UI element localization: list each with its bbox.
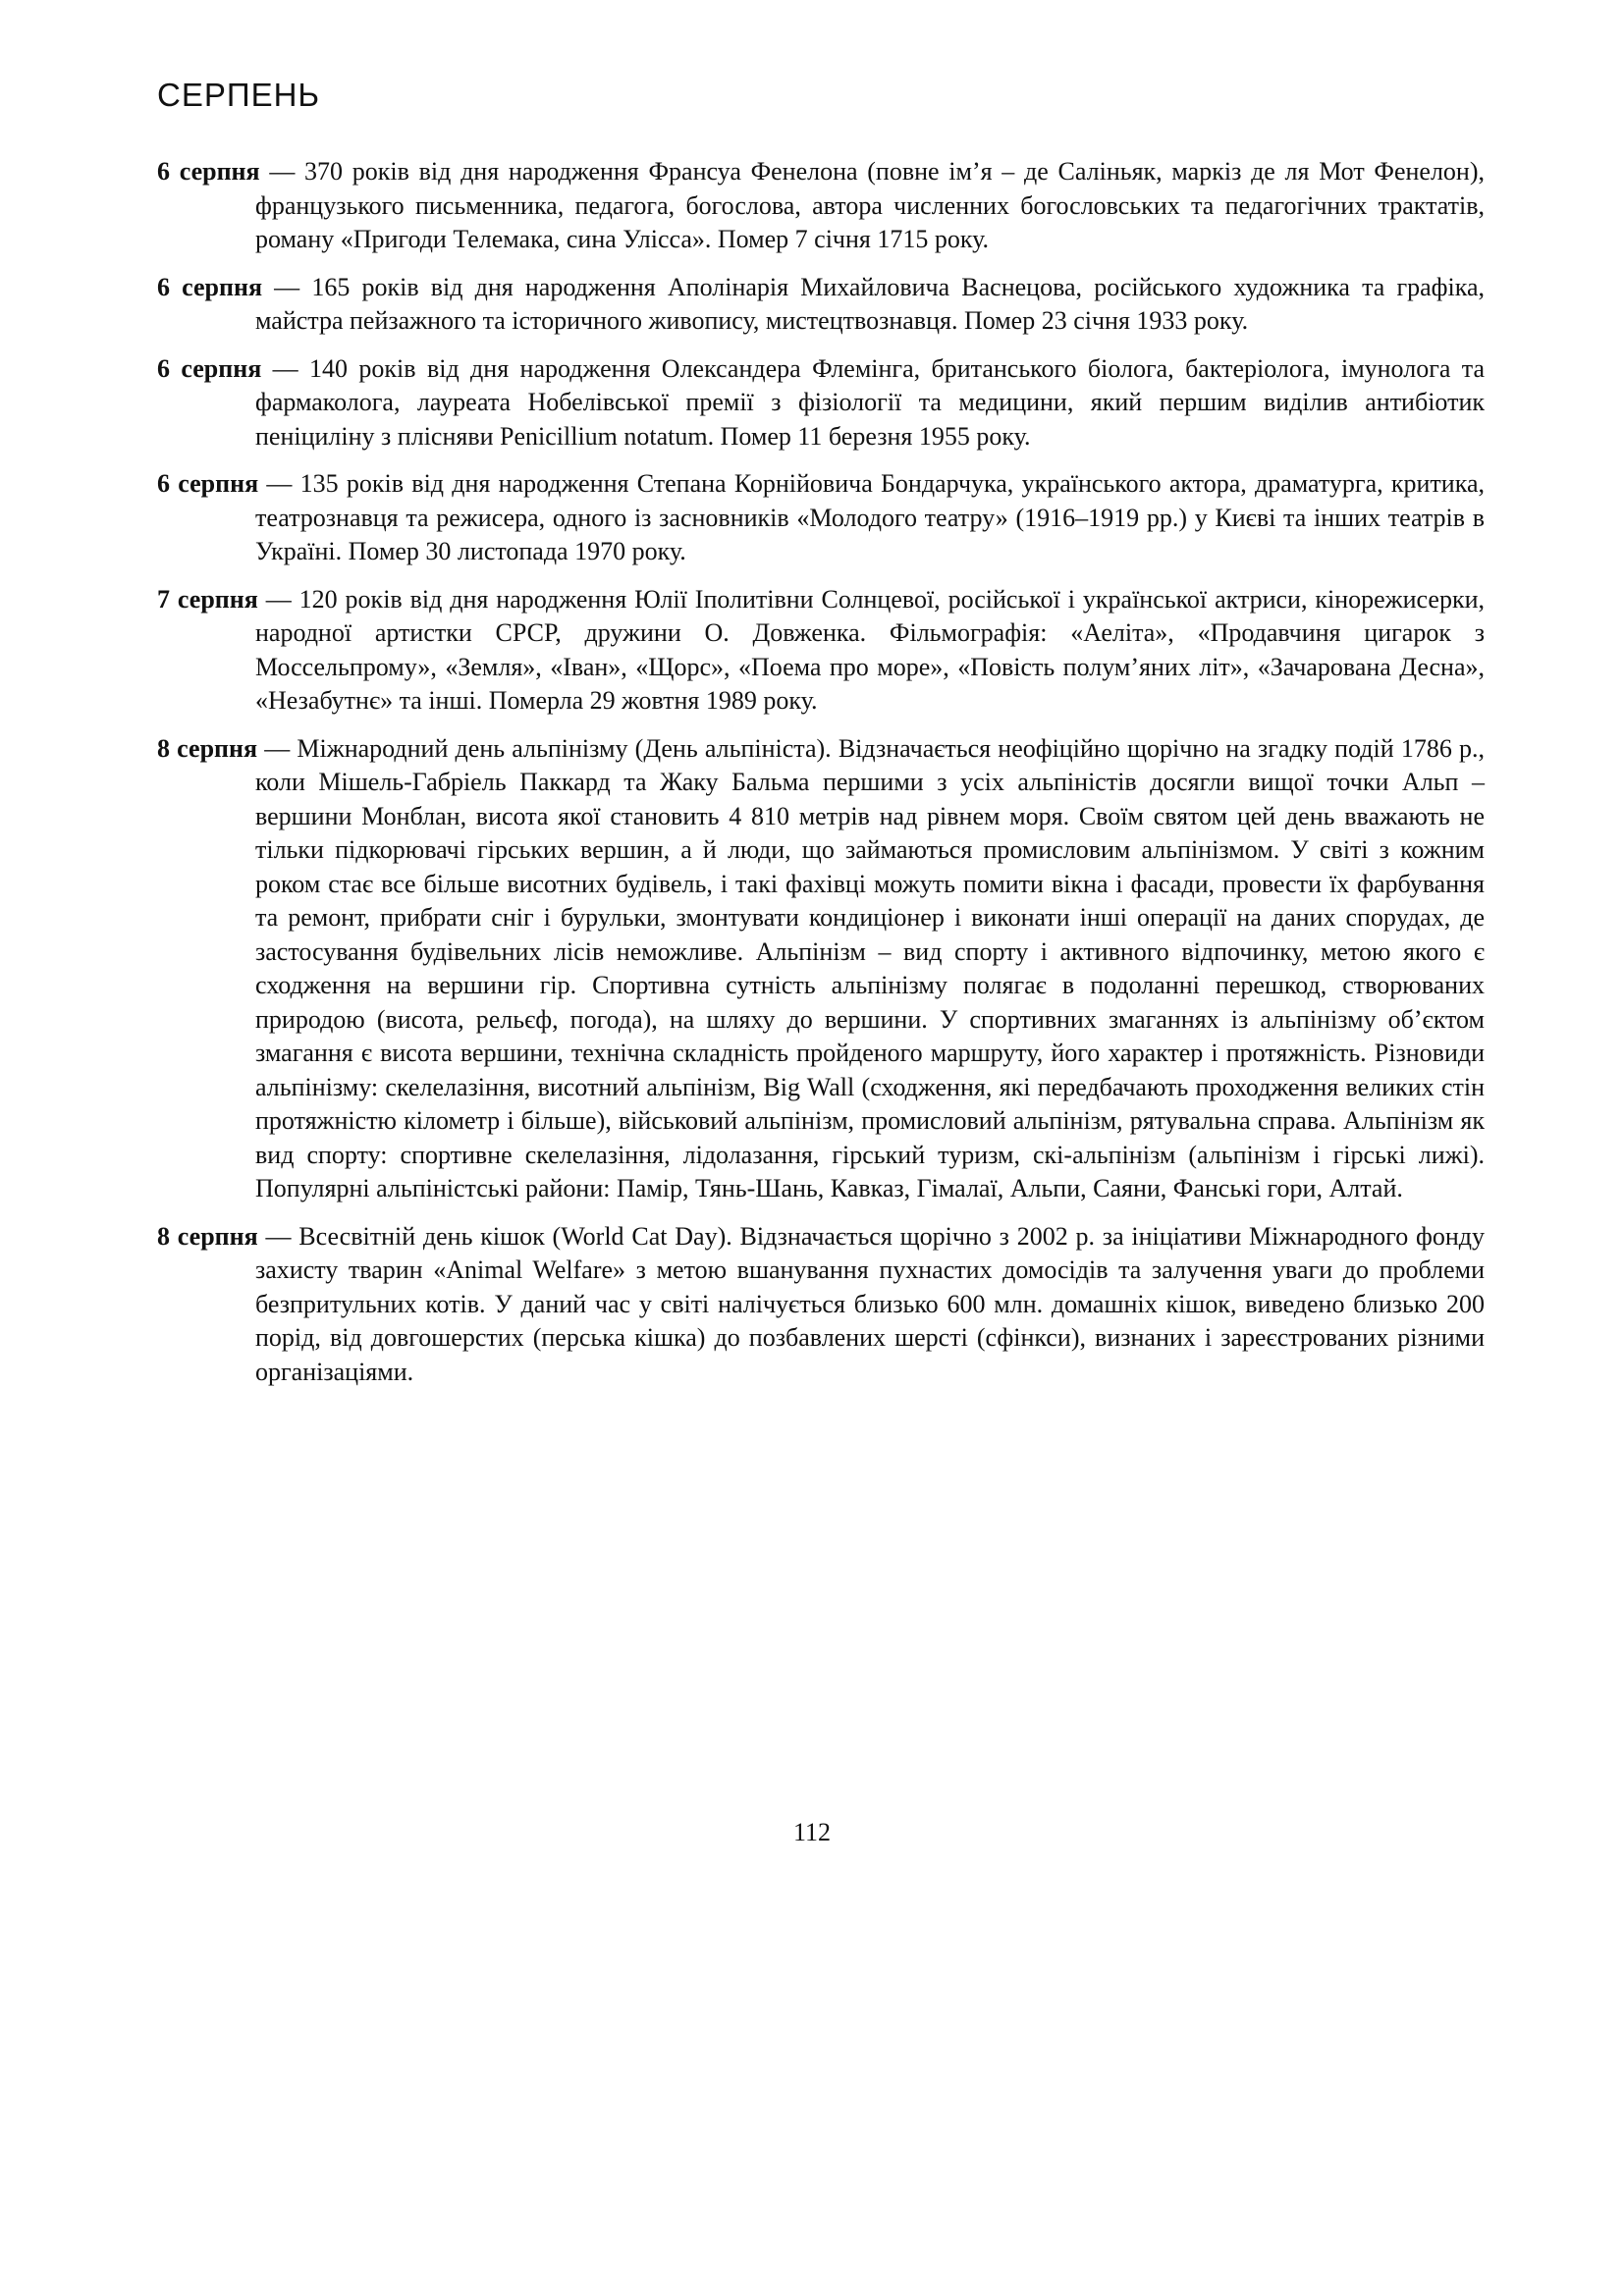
entry-date: 6 серпня [157, 272, 263, 301]
entry-text: — Міжнародний день альпінізму (День альпініста). Відзначається неофіційно щорічно на згадку подій 1786 р., коли Мішель-Габріель Паккард та Жаку Бальма першими з усіх альпіністів досягли вищої точки Альп – вершини Монблан, висота якої становить 4 810 метрів над рівнем моря. Своїм святом цей день вважають не тільки підкорювачі гірських вершин, а й люди, що займаються промисловим альпінізмом. У світі з кожним роком стає все більше висотних будівель, і такі фахівці можуть помити вікна і фасади, провести їх фарбування та ремонт, прибрати сніг і бурульки, змонтувати кондиціонер і виконати інші операції на даних спорудах, де застосування будівельних лісів неможливе. Альпінізм – вид спорту і активного відпочинку, метою якого є сходження на вершини гір. Спортивна сутність альпінізму полягає в подоланні перешкод, створюваних природою (висота, рельєф, погода), на шляху до вершини. У спортивних змаганнях із альпінізму об’єктом змагання є висота вершини, технічна складність пройденого маршруту, його характер і протяжність. Різновиди альпінізму: скелелазіння, висотний альпінізм, Big Wall (сходження, які передбачають проходження великих стін протяжністю кілометр і більше), військовий альпінізм, промисловий альпінізм, рятувальна справа. Альпінізм як вид спорту: спортивне скелелазіння, лідолазання, гірський туризм, скі-альпінізм (альпінізм і гірські лижі). Популярні альпіністські райони: Памір, Тянь-Шань, Кавказ, Гімалаї, Альпи, Саяни, Фанські гори, Алтай. [255, 733, 1485, 1202]
entry [157, 155, 1485, 257]
entry-date: 6 серпня [157, 353, 262, 383]
entry [157, 352, 1485, 454]
entry-text: — 120 років від дня народження Юлії Іполитівни Солнцевої, російської і української актриси, кінорежисерки, народної артистки СРСР, дружини О. Довженка. Фільмографія: «Аеліта», «Продавчиня цигарок з Моссельпрому», «Земля», «Іван», «Щорс», «Поема про море», «Повість полум’яних літ», «Зачарована Десна», «Незабутнє» та інші. Померла 29 жовтня 1989 року. [255, 584, 1485, 715]
entry-date: 8 серпня [157, 1221, 258, 1251]
entry-text: — 135 років від дня народження Степана Корнійовича Бондарчука, українського актора, драматурга, критика, театрознавця та режисера, одного із засновників «Молодого театру» (1916–1919 рр.) у Києві та інших театрів в Україні. Помер 30 листопада 1970 року. [255, 469, 1485, 565]
entry-text: — 165 років від дня народження Аполінарія Михайловича Васнецова, російського художника та графіка, майстра пейзажного та історичного живопису, мистецтвознавця. Помер 23 січня 1933 року. [255, 272, 1485, 335]
entry-text: — 370 років від дня народження Франсуа Фенелона (повне ім’я – де Саліньяк, маркіз де ля Мот Фенелон), французького письменника, педагога, богослова, автора численних богословських та педагогічних трактатів, роману «Пригоди Телемака, сина Улісса». Помер 7 січня 1715 року. [255, 157, 1485, 253]
page-number: 112 [792, 1818, 832, 1846]
entry-text: — 140 років від дня народження Олександера Флемінга, британського біолога, бактеріолога, імунолога та фармаколога, лауреата Нобелівської премії з фізіології та медицини, який першим виділив антибіотик пеніциліну з плісняви Penicillium notatum. Помер 11 березня 1955 року. [255, 353, 1485, 451]
entry [157, 271, 1485, 339]
entry-date: 6 серпня [157, 469, 259, 498]
entry-date: 6 серпня [157, 157, 260, 186]
entry-text: — Всесвітній день кішок (World Cat Day). Відзначається щорічно з 2002 р. за ініціативи Міжнародного фонду захисту тварин «Animal Welfare» з метою вшанування пухнастих домосідів та залучення уваги до проблеми безпритульних котів. У даний час у світі налічується близько 600 млн. домашніх кішок, виведено близько 200 порід, від довгошерстих (перська кішка) до позбавлених шерсті (сфінкси), визнаних і зареєстрованих різними організаціями. [255, 1221, 1485, 1386]
page-title: СЕРПЕНЬ [157, 77, 321, 113]
entry [157, 732, 1485, 1206]
entry-date: 8 серпня [157, 733, 258, 763]
entry [157, 583, 1485, 719]
entry-date: 7 серпня [157, 584, 258, 614]
entry [157, 467, 1485, 569]
entry [157, 1220, 1485, 1390]
entries-list [157, 155, 1485, 1403]
